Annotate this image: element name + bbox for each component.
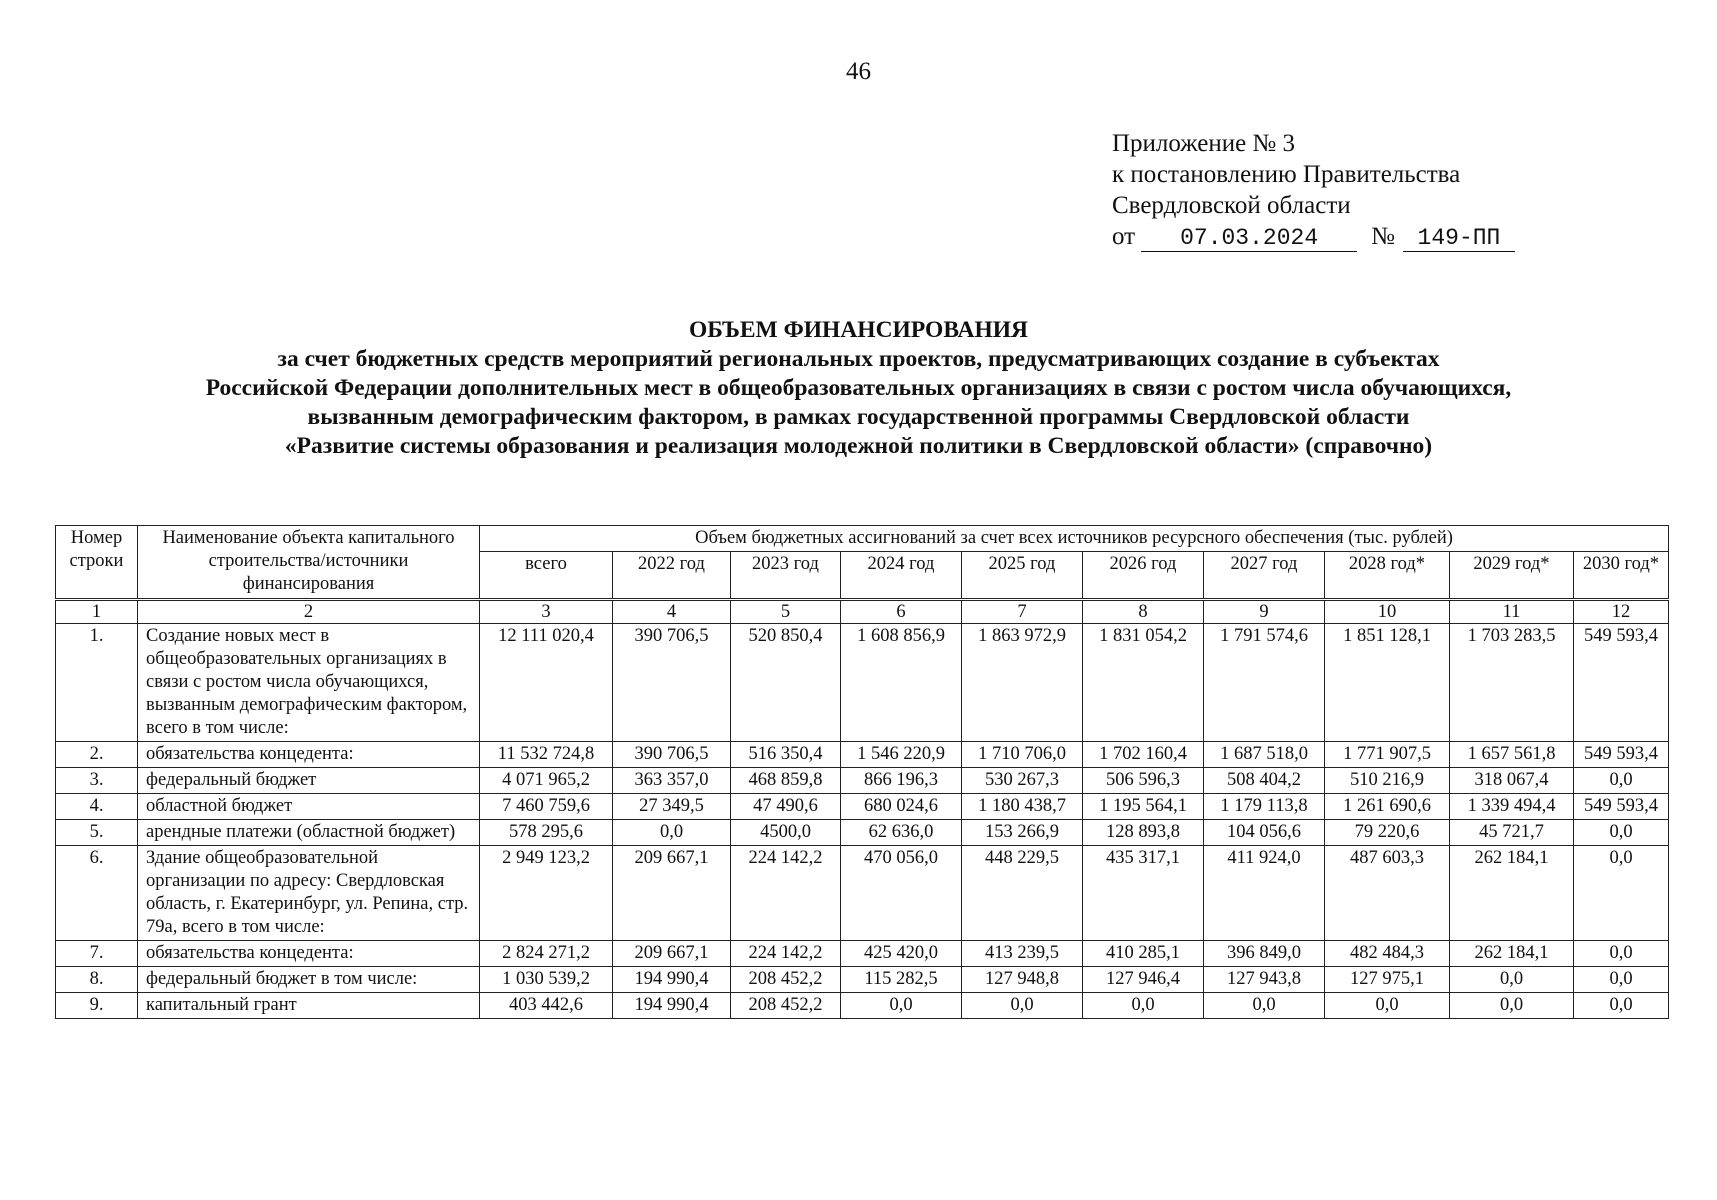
value-cell: 209 667,1 <box>613 846 731 941</box>
title-line-2: за счет бюджетных средств мероприятий региональных проектов, предусматривающих создание в субъектах <box>277 346 1440 372</box>
column-number: 9 <box>1204 600 1325 624</box>
value-cell: 866 196,3 <box>841 768 962 794</box>
column-number: 3 <box>480 600 613 624</box>
value-cell: 396 849,0 <box>1204 941 1325 967</box>
header-year: 2022 год <box>613 552 731 600</box>
title-line-5: «Развитие системы образования и реализация молодежной политики в Свердловской области» (справочно) <box>284 433 1433 459</box>
value-cell: 1 687 518,0 <box>1204 742 1325 768</box>
row-number: 9. <box>56 993 138 1019</box>
table-row <box>56 624 1669 742</box>
table-row <box>56 820 1669 846</box>
row-name: обязательства концедента: <box>138 941 480 967</box>
value-cell: 79 220,6 <box>1325 820 1450 846</box>
row-name: обязательства концедента: <box>138 742 480 768</box>
header-year: 2028 год* <box>1325 552 1450 600</box>
header-row-number: Номер строки <box>56 526 138 600</box>
value-cell: 12 111 020,4 <box>480 624 613 742</box>
value-cell: 127 948,8 <box>962 967 1083 993</box>
title-line-3: Российской Федерации дополнительных мест в общеобразовательных организациях в связи с ростом числа обучающихся, <box>205 375 1512 401</box>
value-cell: 7 460 759,6 <box>480 794 613 820</box>
value-cell: 0,0 <box>1574 941 1669 967</box>
header-year: 2023 год <box>731 552 841 600</box>
value-cell: 1 261 690,6 <box>1325 794 1450 820</box>
value-cell: 45 721,7 <box>1450 820 1574 846</box>
value-cell: 0,0 <box>1574 820 1669 846</box>
value-cell: 224 142,2 <box>731 941 841 967</box>
header-year: 2024 год <box>841 552 962 600</box>
value-cell: 4 071 965,2 <box>480 768 613 794</box>
value-cell: 411 924,0 <box>1204 846 1325 941</box>
header-budget-volume: Объем бюджетных ассигнований за счет всех источников ресурсного обеспечения (тыс. рублей) <box>480 526 1669 552</box>
value-cell: 27 349,5 <box>613 794 731 820</box>
value-cell: 482 484,3 <box>1325 941 1450 967</box>
row-number: 2. <box>56 742 138 768</box>
appendix-date-row <box>1112 221 1515 252</box>
value-cell: 0,0 <box>1574 846 1669 941</box>
document-title <box>60 316 1657 461</box>
value-cell: 410 285,1 <box>1083 941 1204 967</box>
table-row <box>56 993 1669 1019</box>
value-cell: 127 946,4 <box>1083 967 1204 993</box>
appendix-line-2: к постановлению Правительства <box>1112 161 1461 188</box>
table-header-row-1 <box>56 526 1669 552</box>
value-cell: 468 859,8 <box>731 768 841 794</box>
value-cell: 209 667,1 <box>613 941 731 967</box>
value-cell: 194 990,4 <box>613 993 731 1019</box>
value-cell: 127 975,1 <box>1325 967 1450 993</box>
from-label: от <box>1112 223 1136 250</box>
number-label: № <box>1371 223 1395 250</box>
value-cell: 153 266,9 <box>962 820 1083 846</box>
table-row <box>56 742 1669 768</box>
value-cell: 208 452,2 <box>731 993 841 1019</box>
page-number: 46 <box>846 58 871 85</box>
value-cell: 104 056,6 <box>1204 820 1325 846</box>
column-number: 1 <box>56 600 138 624</box>
value-cell: 1 851 128,1 <box>1325 624 1450 742</box>
value-cell: 363 357,0 <box>613 768 731 794</box>
title-line-4: вызванным демографическим фактором, в рамках государственной программы Свердловской области <box>307 404 1410 430</box>
row-name: арендные платежи (областной бюджет) <box>138 820 480 846</box>
value-cell: 62 636,0 <box>841 820 962 846</box>
value-cell: 506 596,3 <box>1083 768 1204 794</box>
row-name: федеральный бюджет <box>138 768 480 794</box>
value-cell: 47 490,6 <box>731 794 841 820</box>
value-cell: 208 452,2 <box>731 967 841 993</box>
value-cell: 0,0 <box>1083 993 1204 1019</box>
value-cell: 0,0 <box>1450 993 1574 1019</box>
value-cell: 1 791 574,6 <box>1204 624 1325 742</box>
value-cell: 0,0 <box>962 993 1083 1019</box>
row-name: капитальный грант <box>138 993 480 1019</box>
title-line-1: ОБЪЕМ ФИНАНСИРОВАНИЯ <box>688 317 1029 343</box>
value-cell: 224 142,2 <box>731 846 841 941</box>
value-cell: 318 067,4 <box>1450 768 1574 794</box>
value-cell: 425 420,0 <box>841 941 962 967</box>
row-name: Здание общеобразовательной организации по адресу: Свердловская область, г. Екатеринбург, ул. Репина, стр. 79а, всего в том числе: <box>138 846 480 941</box>
value-cell: 508 404,2 <box>1204 768 1325 794</box>
value-cell: 0,0 <box>1574 967 1669 993</box>
value-cell: 4500,0 <box>731 820 841 846</box>
header-year: 2027 год <box>1204 552 1325 600</box>
value-cell: 11 532 724,8 <box>480 742 613 768</box>
value-cell: 390 706,5 <box>613 742 731 768</box>
column-number: 4 <box>613 600 731 624</box>
value-cell: 1 195 564,1 <box>1083 794 1204 820</box>
table-row <box>56 768 1669 794</box>
value-cell: 2 949 123,2 <box>480 846 613 941</box>
value-cell: 516 350,4 <box>731 742 841 768</box>
value-cell: 128 893,8 <box>1083 820 1204 846</box>
value-cell: 194 990,4 <box>613 967 731 993</box>
document-date: 07.03.2024 <box>1141 225 1357 252</box>
value-cell: 1 710 706,0 <box>962 742 1083 768</box>
value-cell: 549 593,4 <box>1574 794 1669 820</box>
row-name: Создание новых мест в общеобразовательных организациях в связи с ростом числа обучающихся, вызванным демографическим фактором, всего в том числе: <box>138 624 480 742</box>
row-number: 7. <box>56 941 138 967</box>
value-cell: 0,0 <box>841 993 962 1019</box>
column-number: 2 <box>138 600 480 624</box>
value-cell: 0,0 <box>1574 768 1669 794</box>
value-cell: 520 850,4 <box>731 624 841 742</box>
column-number: 8 <box>1083 600 1204 624</box>
value-cell: 390 706,5 <box>613 624 731 742</box>
row-number: 4. <box>56 794 138 820</box>
header-year: 2026 год <box>1083 552 1204 600</box>
value-cell: 470 056,0 <box>841 846 962 941</box>
value-cell: 680 024,6 <box>841 794 962 820</box>
value-cell: 530 267,3 <box>962 768 1083 794</box>
column-number: 5 <box>731 600 841 624</box>
value-cell: 549 593,4 <box>1574 624 1669 742</box>
table-row <box>56 846 1669 941</box>
row-number: 5. <box>56 820 138 846</box>
value-cell: 487 603,3 <box>1325 846 1450 941</box>
value-cell: 0,0 <box>613 820 731 846</box>
value-cell: 115 282,5 <box>841 967 962 993</box>
value-cell: 1 831 054,2 <box>1083 624 1204 742</box>
header-object-name: Наименование объекта капитального строительства/источники финансирования <box>138 526 480 600</box>
value-cell: 127 943,8 <box>1204 967 1325 993</box>
appendix-line-3: Свердловской области <box>1112 192 1351 219</box>
value-cell: 578 295,6 <box>480 820 613 846</box>
column-number: 10 <box>1325 600 1450 624</box>
value-cell: 510 216,9 <box>1325 768 1450 794</box>
value-cell: 1 771 907,5 <box>1325 742 1450 768</box>
value-cell: 403 442,6 <box>480 993 613 1019</box>
column-number: 7 <box>962 600 1083 624</box>
value-cell: 0,0 <box>1450 967 1574 993</box>
value-cell: 262 184,1 <box>1450 941 1574 967</box>
row-name: областной бюджет <box>138 794 480 820</box>
value-cell: 1 863 972,9 <box>962 624 1083 742</box>
header-year: всего <box>480 552 613 600</box>
header-year: 2025 год <box>962 552 1083 600</box>
row-number: 1. <box>56 624 138 742</box>
value-cell: 1 702 160,4 <box>1083 742 1204 768</box>
table-row <box>56 794 1669 820</box>
value-cell: 1 546 220,9 <box>841 742 962 768</box>
column-number: 6 <box>841 600 962 624</box>
value-cell: 1 180 438,7 <box>962 794 1083 820</box>
value-cell: 1 703 283,5 <box>1450 624 1574 742</box>
row-number: 6. <box>56 846 138 941</box>
column-number-row <box>56 600 1669 624</box>
header-year: 2030 год* <box>1574 552 1669 600</box>
appendix-block <box>1112 128 1515 252</box>
value-cell: 262 184,1 <box>1450 846 1574 941</box>
value-cell: 1 657 561,8 <box>1450 742 1574 768</box>
value-cell: 549 593,4 <box>1574 742 1669 768</box>
column-number: 12 <box>1574 600 1669 624</box>
financing-table <box>55 525 1669 1019</box>
value-cell: 435 317,1 <box>1083 846 1204 941</box>
document-number: 149-ПП <box>1403 225 1515 252</box>
column-number: 11 <box>1450 600 1574 624</box>
value-cell: 1 030 539,2 <box>480 967 613 993</box>
value-cell: 1 339 494,4 <box>1450 794 1574 820</box>
value-cell: 0,0 <box>1325 993 1450 1019</box>
value-cell: 0,0 <box>1574 993 1669 1019</box>
value-cell: 1 608 856,9 <box>841 624 962 742</box>
value-cell: 448 229,5 <box>962 846 1083 941</box>
table-row <box>56 941 1669 967</box>
value-cell: 413 239,5 <box>962 941 1083 967</box>
appendix-line-1: Приложение № 3 <box>1112 130 1296 157</box>
row-number: 3. <box>56 768 138 794</box>
value-cell: 0,0 <box>1204 993 1325 1019</box>
table-row <box>56 967 1669 993</box>
value-cell: 1 179 113,8 <box>1204 794 1325 820</box>
row-name: федеральный бюджет в том числе: <box>138 967 480 993</box>
value-cell: 2 824 271,2 <box>480 941 613 967</box>
row-number: 8. <box>56 967 138 993</box>
header-year: 2029 год* <box>1450 552 1574 600</box>
